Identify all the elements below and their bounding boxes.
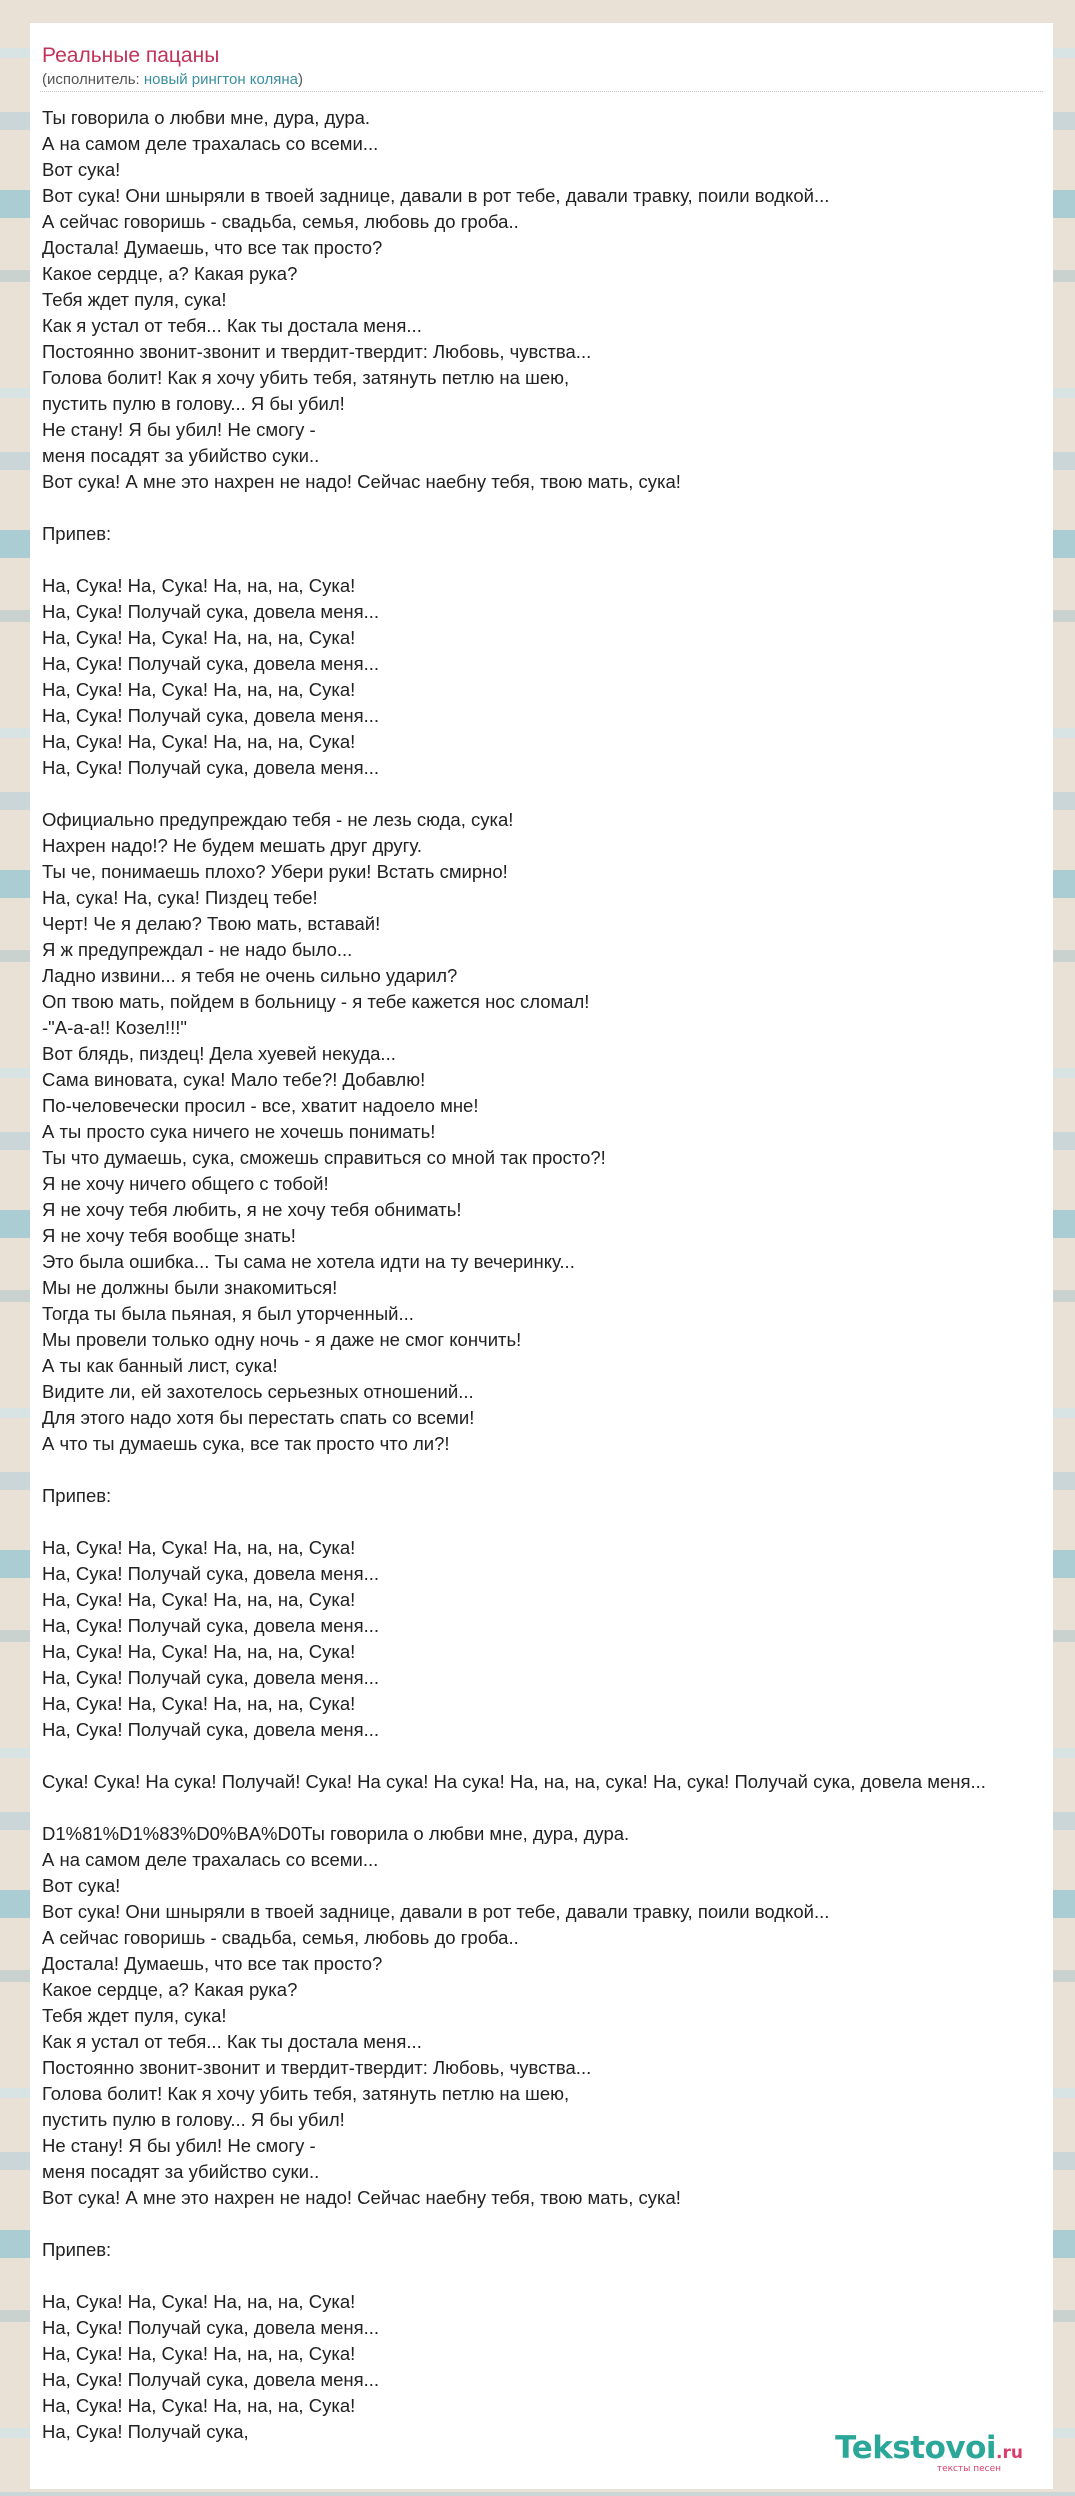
lyric-line: На, Сука! На, Сука! На, на, на, Сука! <box>42 679 356 700</box>
lyric-line: Ты что думаешь, сука, сможешь справиться со мной так просто?! <box>42 1147 606 1168</box>
lyric-line: Вот сука! <box>42 159 121 180</box>
lyric-line: На, Сука! На, Сука! На, на, на, Сука! <box>42 1589 356 1610</box>
lyric-line: На, Сука! На, Сука! На, на, на, Сука! <box>42 2343 356 2364</box>
lyric-line: Вот блядь, пиздец! Дела хуевей некуда... <box>42 1043 396 1064</box>
lyric-line: Вот сука! Они шныряли в твоей заднице, давали в рот тебе, давали травку, поили водкой... <box>42 185 830 206</box>
lyric-line: На, сука! На, сука! Пиздец тебе! <box>42 887 318 908</box>
lyric-line: Мы не должны были знакомиться! <box>42 1277 338 1298</box>
lyric-line: -"А-а-а!! Козел!!!" <box>42 1017 187 1038</box>
lyric-line: Сука! Сука! На сука! Получай! Сука! На сука! На сука! На, на, на, сука! На, сука! Получай сука, довела меня... <box>42 1771 986 1792</box>
tekstovoi-logo[interactable] <box>835 2430 1023 2474</box>
lyric-line: На, Сука! На, Сука! На, на, на, Сука! <box>42 1537 356 1558</box>
lyric-line: Не стану! Я бы убил! Не смогу - <box>42 2135 316 2156</box>
lyric-line: А ты как банный лист, сука! <box>42 1355 278 1376</box>
lyric-line: Тогда ты была пьяная, я был уторченный... <box>42 1303 414 1324</box>
lyric-line: Голова болит! Как я хочу убить тебя, затянуть петлю на шею, <box>42 367 570 388</box>
lyric-line: А на самом деле трахалась со всеми... <box>42 1849 379 1870</box>
lyric-line: На, Сука! Получай сука, довела меня... <box>42 1615 380 1636</box>
lyric-line: На, Сука! Получай сука, довела меня... <box>42 1667 380 1688</box>
lyric-line: Вот сука! Они шныряли в твоей заднице, давали в рот тебе, давали травку, поили водкой... <box>42 1901 830 1922</box>
artist-suffix: ) <box>298 71 304 88</box>
lyric-line: Видите ли, ей захотелось серьезных отношений... <box>42 1381 474 1402</box>
lyric-line: Ладно извини... я тебя не очень сильно ударил? <box>42 965 458 986</box>
lyric-line: Какое сердце, а? Какая рука? <box>42 263 298 284</box>
lyric-line: Ты говорила о любви мне, дура, дура. <box>42 107 371 128</box>
lyric-line: меня посадят за убийство суки.. <box>42 445 320 466</box>
lyric-line: На, Сука! Получай сука, довела меня... <box>42 705 380 726</box>
lyric-line: Как я устал от тебя... Как ты достала меня... <box>42 315 422 336</box>
title-divider <box>40 91 1043 92</box>
lyric-line: По-человечески просил - все, хватит надоело мне! <box>42 1095 479 1116</box>
lyric-line: Достала! Думаешь, что все так просто? <box>42 1953 383 1974</box>
lyric-line: Я не хочу ничего общего с тобой! <box>42 1173 329 1194</box>
lyric-line: Мы провели только одну ночь - я даже не смог кончить! <box>42 1329 522 1350</box>
lyric-line <box>42 547 1053 573</box>
lyric-line: Припев: <box>42 2239 112 2260</box>
lyric-line: Сама виновата, сука! Мало тебе?! Добавлю! <box>42 1069 426 1090</box>
lyric-line <box>42 2211 1053 2237</box>
lyric-line <box>42 781 1053 807</box>
lyric-line: Вот сука! А мне это нахрен не надо! Сейчас наебну тебя, твою мать, сука! <box>42 471 681 492</box>
lyric-line: Какое сердце, а? Какая рука? <box>42 1979 298 2000</box>
lyric-line: А на самом деле трахалась со всеми... <box>42 133 379 154</box>
lyric-line: Для этого надо хотя бы перестать спать со всеми! <box>42 1407 475 1428</box>
lyric-line: А что ты думаешь сука, все так просто что ли?! <box>42 1433 450 1454</box>
lyric-line: Оп твою мать, пойдем в больницу - я тебе кажется нос сломал! <box>42 991 590 1012</box>
lyrics-page <box>30 23 1053 2489</box>
lyric-line: На, Сука! Получай сука, довела меня... <box>42 601 380 622</box>
lyric-line: Припев: <box>42 523 112 544</box>
lyric-line: На, Сука! На, Сука! На, на, на, Сука! <box>42 1641 356 1662</box>
lyric-line: Вот сука! <box>42 1875 121 1896</box>
lyric-line: Постоянно звонит-звонит и твердит-твердит: Любовь, чувства... <box>42 341 592 362</box>
lyric-line <box>42 1795 1053 1821</box>
lyric-line: Это была ошибка... Ты сама не хотела идти на ту вечеринку... <box>42 1251 575 1272</box>
lyric-line: На, Сука! На, Сука! На, на, на, Сука! <box>42 1693 356 1714</box>
lyric-line: Не стану! Я бы убил! Не смогу - <box>42 419 316 440</box>
lyric-line: На, Сука! На, Сука! На, на, на, Сука! <box>42 575 356 596</box>
lyric-line: Черт! Че я делаю? Твою мать, вставай! <box>42 913 381 934</box>
logo-tld: .ru <box>996 2443 1023 2463</box>
lyric-line: На, Сука! Получай сука, довела меня... <box>42 653 380 674</box>
lyric-line <box>42 1509 1053 1535</box>
logo-brand: Tekstovoi <box>835 2430 997 2466</box>
lyric-line: На, Сука! Получай сука, довела меня... <box>42 757 380 778</box>
lyric-line: На, Сука! На, Сука! На, на, на, Сука! <box>42 627 356 648</box>
lyric-line: пустить пулю в голову... Я бы убил! <box>42 2109 345 2130</box>
lyric-line: Постоянно звонит-звонит и твердит-твердит: Любовь, чувства... <box>42 2057 592 2078</box>
lyric-line <box>42 1457 1053 1483</box>
lyric-line: Я ж предупреждал - не надо было... <box>42 939 353 960</box>
lyric-line: Я не хочу тебя любить, я не хочу тебя обнимать! <box>42 1199 462 1220</box>
lyric-line: А сейчас говоришь - свадьба, семья, любовь до гроба.. <box>42 211 519 232</box>
lyric-line: Тебя ждет пуля, сука! <box>42 2005 227 2026</box>
lyric-line: Вот сука! А мне это нахрен не надо! Сейчас наебну тебя, твою мать, сука! <box>42 2187 681 2208</box>
lyric-line: На, Сука! Получай сука, довела меня... <box>42 2317 380 2338</box>
artist-line <box>42 71 303 89</box>
lyric-line: Припев: <box>42 1485 112 1506</box>
lyric-line: Ты че, понимаешь плохо? Убери руки! Встать смирно! <box>42 861 508 882</box>
song-title: Реальные пацаны <box>42 44 220 67</box>
lyric-line <box>42 2263 1053 2289</box>
lyric-line: Достала! Думаешь, что все так просто? <box>42 237 383 258</box>
artist-link[interactable]: новый рингтон коляна <box>143 71 299 88</box>
lyrics-text <box>42 105 1053 2445</box>
lyric-line: Я не хочу тебя вообще знать! <box>42 1225 296 1246</box>
lyric-line: Голова болит! Как я хочу убить тебя, затянуть петлю на шею, <box>42 2083 570 2104</box>
lyric-line: меня посадят за убийство суки.. <box>42 2161 320 2182</box>
lyric-line: На, Сука! На, Сука! На, на, на, Сука! <box>42 2395 356 2416</box>
lyric-line: На, Сука! Получай сука, довела меня... <box>42 1719 380 1740</box>
lyric-line <box>42 495 1053 521</box>
lyric-line: пустить пулю в голову... Я бы убил! <box>42 393 345 414</box>
lyric-line: На, Сука! На, Сука! На, на, на, Сука! <box>42 731 356 752</box>
lyric-line: Тебя ждет пуля, сука! <box>42 289 227 310</box>
lyric-line: На, Сука! Получай сука, <box>42 2421 249 2442</box>
lyric-line: На, Сука! Получай сука, довела меня... <box>42 2369 380 2390</box>
lyric-line: А сейчас говоришь - свадьба, семья, любовь до гроба.. <box>42 1927 519 1948</box>
lyric-line: На, Сука! Получай сука, довела меня... <box>42 1563 380 1584</box>
lyric-line: Как я устал от тебя... Как ты достала меня... <box>42 2031 422 2052</box>
lyric-line: А ты просто сука ничего не хочешь понимать! <box>42 1121 436 1142</box>
lyric-line: D1%81%D1%83%D0%BA%D0Ты говорила о любви мне, дура, дура. <box>42 1823 630 1844</box>
lyric-line: Нахрен надо!? Не будем мешать друг другу. <box>42 835 422 856</box>
lyric-line: Официально предупреждаю тебя - не лезь сюда, сука! <box>42 809 514 830</box>
logo-tagline: тексты песен <box>936 2464 1001 2474</box>
lyric-line <box>42 1743 1053 1769</box>
artist-prefix: (исполнитель: <box>42 71 144 88</box>
lyric-line: На, Сука! На, Сука! На, на, на, Сука! <box>42 2291 356 2312</box>
